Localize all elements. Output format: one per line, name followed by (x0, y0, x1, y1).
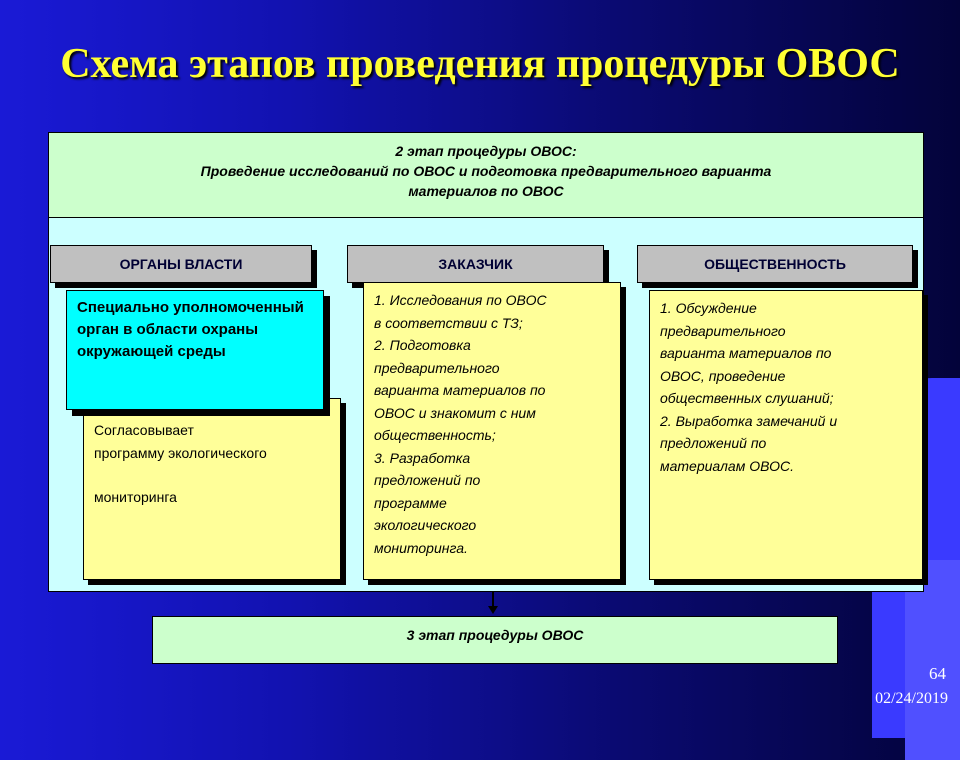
customer-task-line: предварительного (374, 359, 500, 376)
customer-task-line: 3. Разработка (374, 449, 471, 466)
blank-line (94, 464, 330, 486)
customer-task-line: в соответствии с ТЗ; (374, 314, 523, 331)
public-task-line: варианта материалов по (660, 345, 832, 361)
customer-header: ЗАКАЗЧИК (347, 245, 604, 283)
customer-task-line: общественность; (374, 427, 496, 443)
public-task-line: 1. Обсуждение (660, 300, 757, 316)
public-task-line: материалам ОВОС. (660, 457, 795, 474)
public-task-line: общественных слушаний; (660, 390, 834, 406)
authorities-action-line: программу экологического (94, 444, 267, 461)
authorities-action-line: мониторинга (94, 489, 177, 505)
stage2-description-line1: Проведение исследований по ОВОС и подготовка предварительного варианта (200, 163, 772, 179)
public-task-line: предварительного (660, 322, 786, 339)
page-number: 64 (929, 664, 946, 683)
authorities-action-line: Согласовывает (94, 422, 194, 438)
public-task-line: 2. Выработка замечаний и (660, 412, 838, 429)
stage2-title: 2 этап процедуры ОВОС: (395, 143, 577, 159)
customer-task-line: варианта материалов по (374, 382, 546, 398)
customer-task-line: мониторинга. (374, 539, 468, 556)
stage3-box: 3 этап процедуры ОВОС (152, 616, 838, 664)
authorities-header: ОРГАНЫ ВЛАСТИ (50, 245, 312, 283)
stage2-header (48, 132, 924, 218)
customer-task-line: программе (374, 494, 447, 511)
public-task-line: предложений по (660, 435, 767, 451)
authorities-action-box (83, 398, 341, 580)
customer-task-line: экологического (374, 517, 477, 533)
slide-title: Схема этапов проведения процедуры ОВОС (60, 41, 900, 87)
authorities-organ-box: Специально уполномоченный орган в области охраны окружающей среды (66, 290, 324, 410)
customer-task-line: 1. Исследования по ОВОС (374, 292, 547, 308)
slide-date: 02/24/2019 (875, 690, 948, 707)
public-task-line: ОВОС, проведение (660, 367, 786, 384)
public-tasks-box (649, 290, 923, 580)
customer-tasks-box (363, 282, 621, 580)
customer-task-line: 2. Подготовка (374, 337, 471, 353)
flow-arrow-head (488, 606, 498, 614)
customer-task-line: ОВОС и знакомит с ним (374, 404, 536, 421)
customer-task-line: предложений по (374, 472, 481, 488)
public-header: ОБЩЕСТВЕННОСТЬ (637, 245, 913, 283)
stage2-description-line2: материалов по ОВОС (408, 183, 564, 199)
